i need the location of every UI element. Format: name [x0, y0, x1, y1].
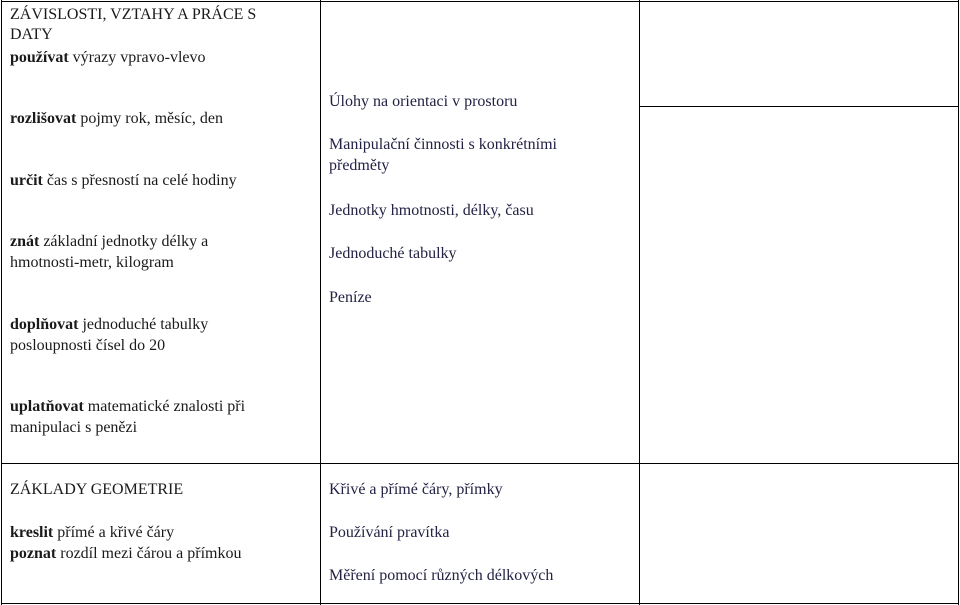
outcome-item-cont: hmotnosti-metr, kilogram — [10, 254, 174, 271]
outcome-item: doplňovat jednoduché tabulky — [10, 316, 209, 333]
outcome-item-cont: manipulaci s penězi — [10, 419, 138, 436]
topic-item: Jednotky hmotnosti, délky, času — [329, 202, 534, 219]
column-divider-1 — [320, 0, 321, 605]
section-title: ZÁVISLOSTI, VZTAHY A PRÁCE S — [10, 6, 257, 23]
geometry-item: kreslit přímé a křivé čáry — [10, 524, 175, 541]
row-divider-geometry — [1, 463, 959, 464]
row-divider-col3 — [639, 106, 959, 107]
geometry-topic: Křivé a přímé čáry, přímky — [329, 481, 503, 498]
column-divider-2 — [639, 0, 640, 605]
geometry-topic: Měření pomocí různých délkových — [329, 567, 554, 584]
outcome-item-cont: posloupnosti čísel do 20 — [10, 337, 166, 354]
table-border-top — [1, 1, 959, 2]
topic-item: Jednoduché tabulky — [329, 245, 457, 262]
topic-item-cont: předměty — [329, 157, 390, 174]
table-border-right — [958, 0, 959, 605]
outcome-item: používat výrazy vpravo-vlevo — [10, 49, 206, 66]
section-title-cont: DATY — [10, 26, 53, 43]
outcome-item: rozlišovat pojmy rok, měsíc, den — [10, 110, 223, 127]
topic-item: Manipulační činnosti s konkrétními — [329, 136, 557, 153]
geometry-topic: Používání pravítka — [329, 524, 450, 541]
topic-item: Peníze — [329, 289, 372, 306]
outcome-item: uplatňovat matematické znalosti při — [10, 398, 246, 415]
outcome-item: určit čas s přesností na celé hodiny — [10, 172, 237, 189]
geometry-item: poznat rozdíl mezi čárou a přímkou — [10, 545, 242, 562]
geometry-title: ZÁKLADY GEOMETRIE — [10, 481, 184, 498]
topic-item: Úlohy na orientaci v prostoru — [329, 93, 518, 110]
outcome-item: znát základní jednotky délky a — [10, 233, 209, 250]
table-border-left — [1, 0, 2, 605]
table-border-bottom — [1, 603, 959, 604]
